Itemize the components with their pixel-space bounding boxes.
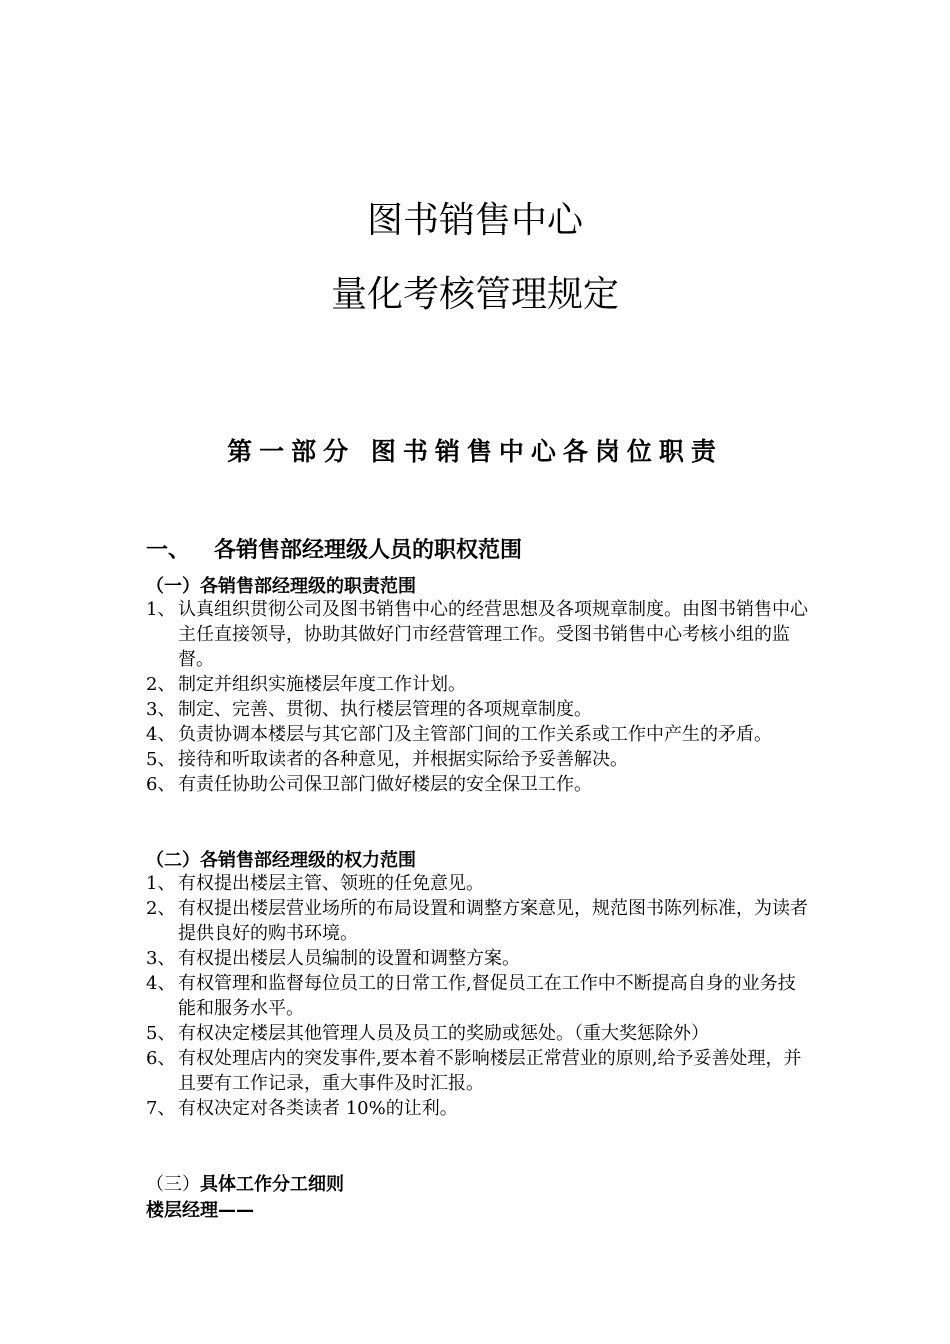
part-heading: 第一部分 图书销售中心各岗位职责 — [227, 437, 723, 466]
powers-list — [146, 871, 810, 1121]
list-item: 5、 接待和听取读者的各种意见，并根据实际给予妥善解决。 — [146, 749, 628, 770]
list-item: 7、 有权决定对各类读者 10%的让利。 — [146, 1098, 458, 1119]
section-title: 各销售部经理级人员的职权范围 — [214, 538, 523, 563]
list-item: 2、 有权提出楼层营业场所的布局设置和调整方案意见，规范图书陈列标准，为读者提供良好的购书环境。 — [146, 898, 808, 944]
list-item: 6、 有权处理店内的突发事件,要本着不影响楼层正常营业的原则,给予妥善处理，并且要有工作记录，重大事件及时汇报。 — [146, 1048, 802, 1094]
subsection-heading-duties: （一）各销售部经理级的职责范围 — [146, 576, 416, 597]
document-title-line2: 量化考核管理规定 — [330, 274, 619, 315]
list-item: 4、 负责协调本楼层与其它部门及主管部门间的工作关系或工作中产生的矛盾。 — [146, 724, 772, 745]
section-heading — [146, 533, 522, 564]
duties-list — [146, 597, 810, 797]
list-item: 3、 制定、完善、贯彻、执行楼层管理的各项规章制度。 — [146, 699, 592, 720]
subsection-title: 具体工作分工细则 — [200, 1174, 344, 1195]
list-item: 5、 有权决定楼层其他管理人员及员工的奖励或惩处。（重大奖惩除外） — [146, 1023, 709, 1044]
subsection-prefix: （三） — [146, 1174, 200, 1195]
document-title-line1: 图书销售中心 — [366, 200, 583, 241]
subsection-heading-powers: （二）各销售部经理级的权力范围 — [146, 850, 416, 871]
section-number: 一、 — [146, 538, 191, 563]
list-item: 3、 有权提出楼层人员编制的设置和调整方案。 — [146, 948, 520, 969]
list-item: 6、 有责任协助公司保卫部门做好楼层的安全保卫工作。 — [146, 774, 592, 795]
list-item: 2、 制定并组织实施楼层年度工作计划。 — [146, 674, 466, 695]
floor-manager-label: 楼层经理—— — [146, 1200, 254, 1221]
subsection-heading-division — [146, 1170, 344, 1196]
list-item: 1、 有权提出楼层主管、领班的任免意见。 — [146, 873, 484, 894]
list-item: 1、 认真组织贯彻公司及图书销售中心的经营思想及各项规章制度。由图书销售中心主任直接领导，协助其做好门市经营管理工作。受图书销售中心考核小组的监督。 — [146, 599, 808, 670]
list-item: 4、 有权管理和监督每位员工的日常工作,督促员工在工作中不断提高自身的业务技能和服务水平。 — [146, 973, 796, 1019]
